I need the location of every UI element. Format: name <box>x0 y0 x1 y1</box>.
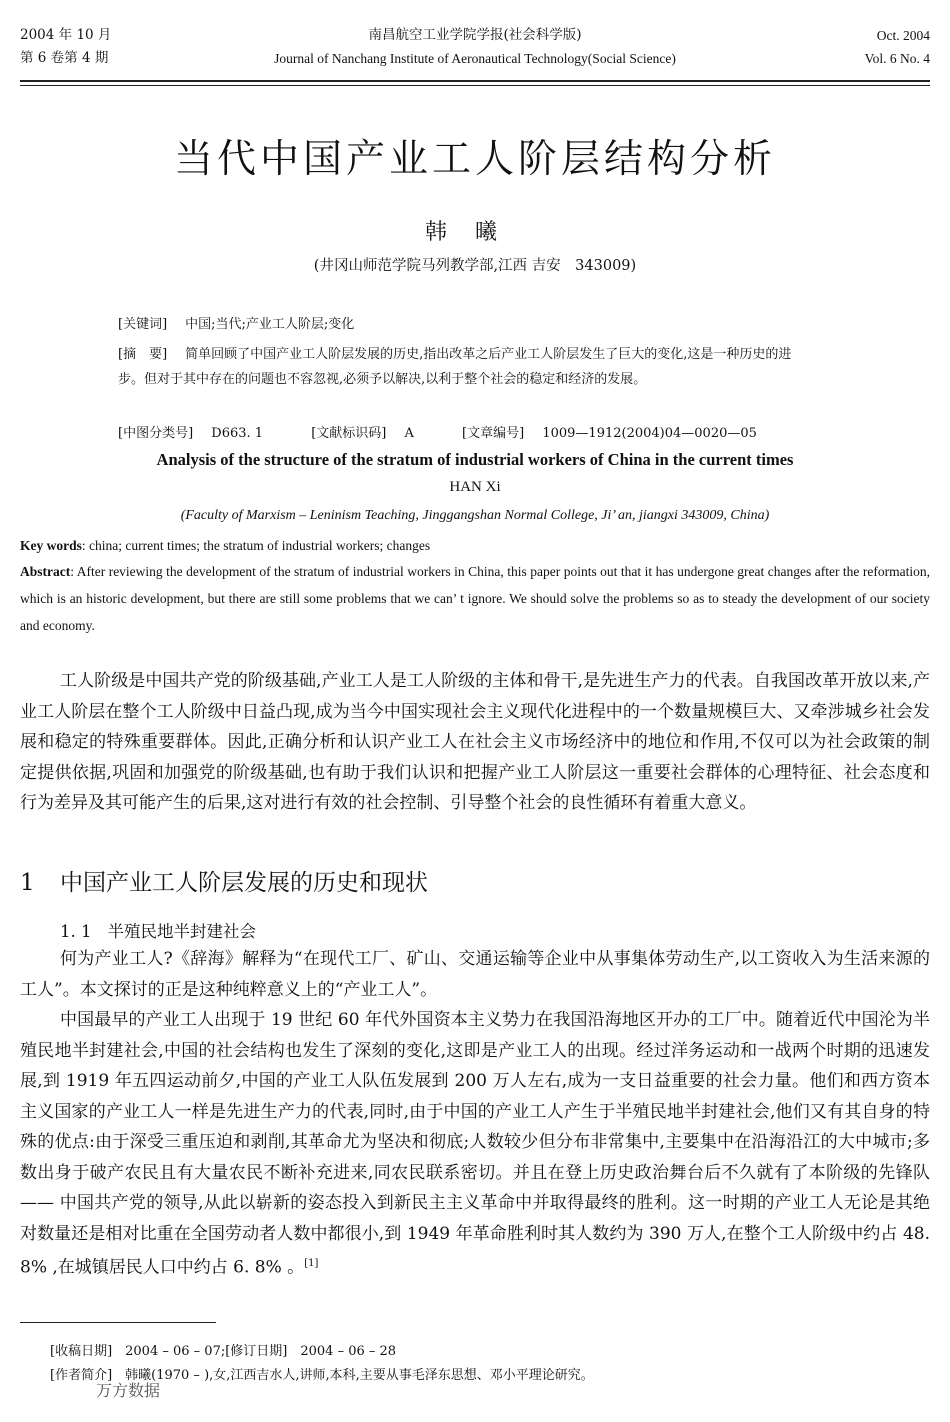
author-affiliation: (井冈山师范学院马列教学部,江西 吉安 343009) <box>313 258 637 274</box>
english-keywords-text: : china; current times; the stratum of industrial workers; changes <box>81 538 431 553</box>
subsection-heading <box>60 918 256 942</box>
english-keywords <box>20 532 930 559</box>
paragraph-definition: 何为产业工人?《辞海》解释为“在现代工厂、矿山、交通运输等企业中从事集体劳动生产,以工资收入为生活来源的工人”。本文探讨的正是这种纯粹意义上的“产业工人”。 <box>20 949 930 1000</box>
footnote-rule <box>20 1322 216 1323</box>
author-name: 韩曦 <box>424 220 525 245</box>
subsection-number: 1. 1 <box>60 922 92 941</box>
abstract-text: 简单回顾了中国产业工人阶层发展的历史,指出改革之后产业工人阶层发生了巨大的变化,这是一种历史的进步。但对于其中存在的问题也不容忽视,必须予以解决,以利于整个社会的稳定和经济的发展。 <box>118 347 792 387</box>
doc-code-label: [文献标识码] <box>311 426 387 441</box>
header-date: 2004 年 10 月 <box>20 27 112 43</box>
article-number-label: [文章编号] <box>462 426 525 441</box>
section-number: 1 <box>20 870 35 896</box>
journal-name-en: Journal of Nanchang Institute of Aeronautical Technology(Social Science) <box>274 51 676 66</box>
abstract-label: [摘 要] <box>118 347 168 362</box>
header-volume: 第 6 卷第 4 期 <box>20 50 109 66</box>
keywords-cn <box>118 312 798 337</box>
english-affiliation: (Faculty of Marxism – Leninism Teaching, Jinggangshan Normal College, Ji’ an, jiangxi 343009, China) <box>180 508 770 523</box>
footnote-dates: [收稿日期] 2004 – 06 – 07;[修订日期] 2004 – 06 – 28 <box>50 1344 397 1359</box>
journal-name-cn: 南昌航空工业学院学报(社会科学版) <box>368 27 582 43</box>
article-number-value: 1009—1912(2004)04—0020—05 <box>542 426 757 441</box>
article-title: 当代中国产业工人阶层结构分析 <box>173 137 776 182</box>
header-date-en: Oct. 2004 <box>876 28 930 43</box>
header-volume-en: Vol. 6 No. 4 <box>864 51 930 66</box>
citation-ref: [1] <box>304 1258 319 1269</box>
intro-paragraph: 工人阶级是中国共产党的阶级基础,产业工人是工人阶级的主体和骨干,是先进生产力的代表。自我国改革开放以来,产业工人阶层在整个工人阶级中日益凸现,成为当今中国实现社会主义现代化进程中的一个数量规模巨大、又牵涉城乡社会发展和稳定的特殊重要群体。因此,正确分析和认识产业工人在社会主义市场经济中的地位和作用,不仅可以为社会政策的制定提供依据,巩固和加强党的阶级基础,也有助于我们认识和把握产业工人阶层这一重要社会群体的心理特征、社会态度和行为差异及其可能产生的后果,这对进行有效的社会控制、引导整个社会的良性循环有着重大意义。 <box>20 671 930 813</box>
section-heading <box>20 864 428 897</box>
header-right <box>865 24 930 70</box>
english-keywords-label: Key words <box>20 538 82 553</box>
abstract-cn <box>118 342 798 392</box>
paragraph-history-text: 中国最早的产业工人出现于 19 世纪 60 年代外国资本主义势力在我国沿海地区开办的工厂中。随着近代中国沦为半殖民地半封建社会,中国的社会结构也发生了深刻的变化,这即是产业工人的出现。经过洋务运动和一战两个时期的迅速发展,到 1919 年五四运动前夕,中国的产业工人队伍发展到 200 万人左右,成为一支日益重要的社会力量。他们和西方资本主义国家的产业工人一样是先进生产力的代表,同时,由于中国的产业工人产生于半殖民地半封建社会,他们又有其自身的特殊的优点:由于深受三重压迫和剥削,其革命尤为坚决和彻底;人数较少但分布非常集中,主要集中在沿海沿江的大中城市;多数出身于破产农民且有大量农民不断补充进来,同农民联系密切。并且在登上历史政治舞台后不久就有了本阶级的先锋队—— 中国共产党的领导,从此以崭新的姿态投入到新民主主义革命中并取得最终的胜利。这一时期的产业工人无论是其绝对数量还是相对比重在全国劳动者人数中都很小,到 1949 年革命胜利时其人数约为 390 万人,在整个工人阶级中约占 48. 8% ,在城镇居民人口中约占 6. 8% 。 <box>20 1010 930 1278</box>
header-rule-thick <box>20 80 930 82</box>
doc-code-value: A <box>404 426 414 441</box>
watermark: 万方数据 <box>96 1381 161 1400</box>
clc-label: [中图分类号] <box>118 426 194 441</box>
keywords-text: 中国;当代;产业工人阶层;变化 <box>185 317 355 332</box>
section-title: 中国产业工人阶层发展的历史和现状 <box>60 870 428 896</box>
english-abstract-label: Abstract <box>20 564 71 579</box>
classification-line <box>118 421 818 446</box>
header-center <box>0 24 950 70</box>
header-rule-thin <box>20 85 930 86</box>
english-abstract <box>20 558 930 639</box>
footnote-author-bio: [作者简介] 韩曦(1970 – ),女,江西吉水人,讲师,本科,主要从事毛泽东思想、邓小平理论研究。 <box>50 1368 594 1383</box>
english-abstract-text: : After reviewing the development of the stratum of industrial workers in China, this paper points out that it has undergone great changes after the reformation, which is an historic development, but there are still some problems that we can’ t ignore. We should solve the problems so as to steady the development of our society and economy. <box>20 564 930 633</box>
subsection-title: 半殖民地半封建社会 <box>107 922 256 941</box>
english-author: HAN Xi <box>449 479 501 495</box>
keywords-label: [关键词] <box>118 317 168 332</box>
paragraph-history <box>20 1005 930 1283</box>
english-title: Analysis of the structure of the stratum of industrial workers of China in the current times <box>156 450 794 469</box>
clc-value: D663. 1 <box>211 426 264 441</box>
